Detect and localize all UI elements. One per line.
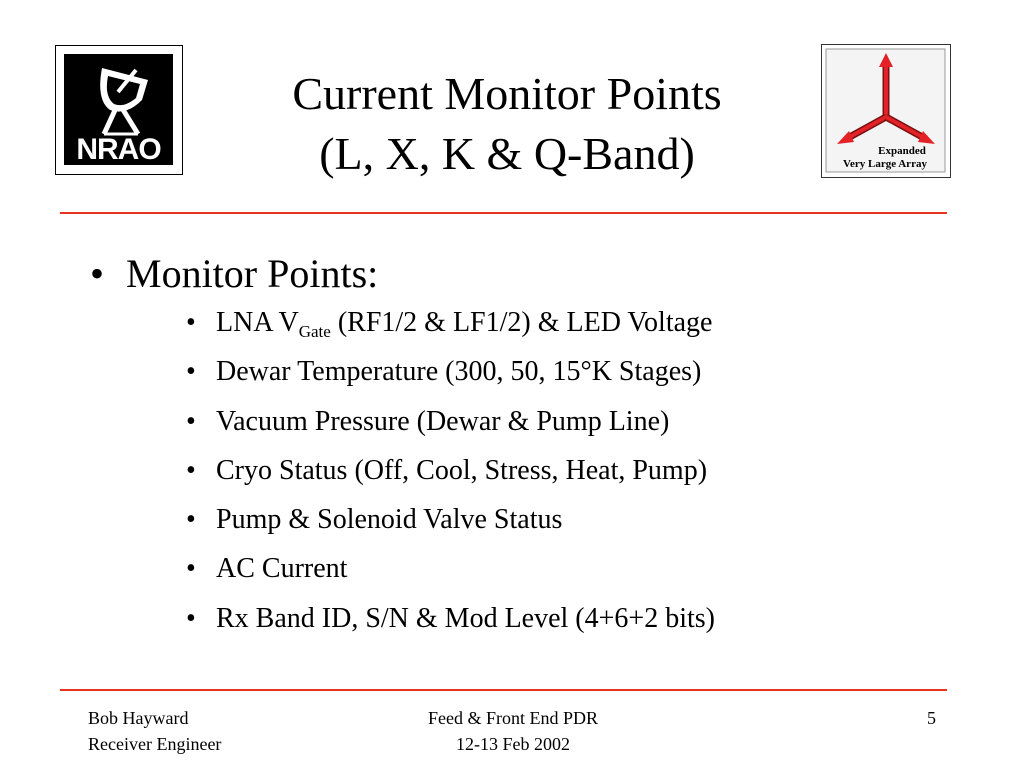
event-date: 12-13 Feb 2002 [456, 734, 570, 754]
footer-rule [60, 689, 947, 691]
title-line-1: Current Monitor Points [292, 68, 722, 119]
list-item [186, 602, 715, 636]
sub-bullet-list [186, 306, 715, 651]
author-name: Bob Hayward [88, 708, 189, 728]
bullet-marker: • [186, 454, 196, 486]
list-item-text: AC Current [216, 553, 348, 585]
title-line-2: (L, X, K & Q-Band) [319, 128, 695, 179]
nrao-logo [55, 45, 183, 175]
slide-title [200, 64, 814, 184]
subscript-gate: Gate [298, 322, 331, 341]
list-item-text: Vacuum Pressure (Dewar & Pump Line) [216, 405, 670, 437]
nrao-logo-text: NRAO [76, 133, 161, 166]
header-rule [60, 212, 947, 214]
bullet-marker: • [186, 504, 196, 536]
list-item [186, 306, 715, 340]
bullet-marker: • [186, 307, 196, 338]
list-item [186, 503, 715, 537]
author-role: Receiver Engineer [88, 734, 222, 754]
evla-logo-line-1: Expanded [878, 145, 926, 157]
list-item-text: Pump & Solenoid Valve Status [216, 504, 563, 536]
list-item [186, 355, 715, 389]
list-item [186, 454, 715, 488]
bullet-marker: • [186, 356, 196, 388]
list-item-text: LNA V [216, 307, 299, 338]
page-number: 5 [927, 708, 936, 728]
list-item-text: (RF1/2 & LF1/2) & LED Voltage [330, 307, 713, 338]
bullet-marker: • [90, 251, 105, 296]
list-item-text: Dewar Temperature (300, 50, 15°K Stages) [216, 356, 702, 388]
list-item-text: Cryo Status (Off, Cool, Stress, Heat, Pump) [216, 454, 708, 486]
main-bullet [90, 250, 378, 298]
list-item [186, 552, 715, 586]
footer-author [88, 705, 221, 757]
bullet-marker: • [186, 405, 196, 437]
footer-event [370, 705, 656, 757]
event-name: Feed & Front End PDR [427, 708, 598, 728]
bullet-marker: • [186, 553, 196, 585]
bullet-marker: • [186, 602, 196, 634]
main-bullet-text: Monitor Points: [126, 251, 379, 296]
evla-logo-line-2: Very Large Array [843, 158, 927, 170]
list-item-text: Rx Band ID, S/N & Mod Level (4+6+2 bits) [216, 602, 715, 634]
list-item [186, 405, 715, 439]
evla-logo [821, 44, 951, 178]
